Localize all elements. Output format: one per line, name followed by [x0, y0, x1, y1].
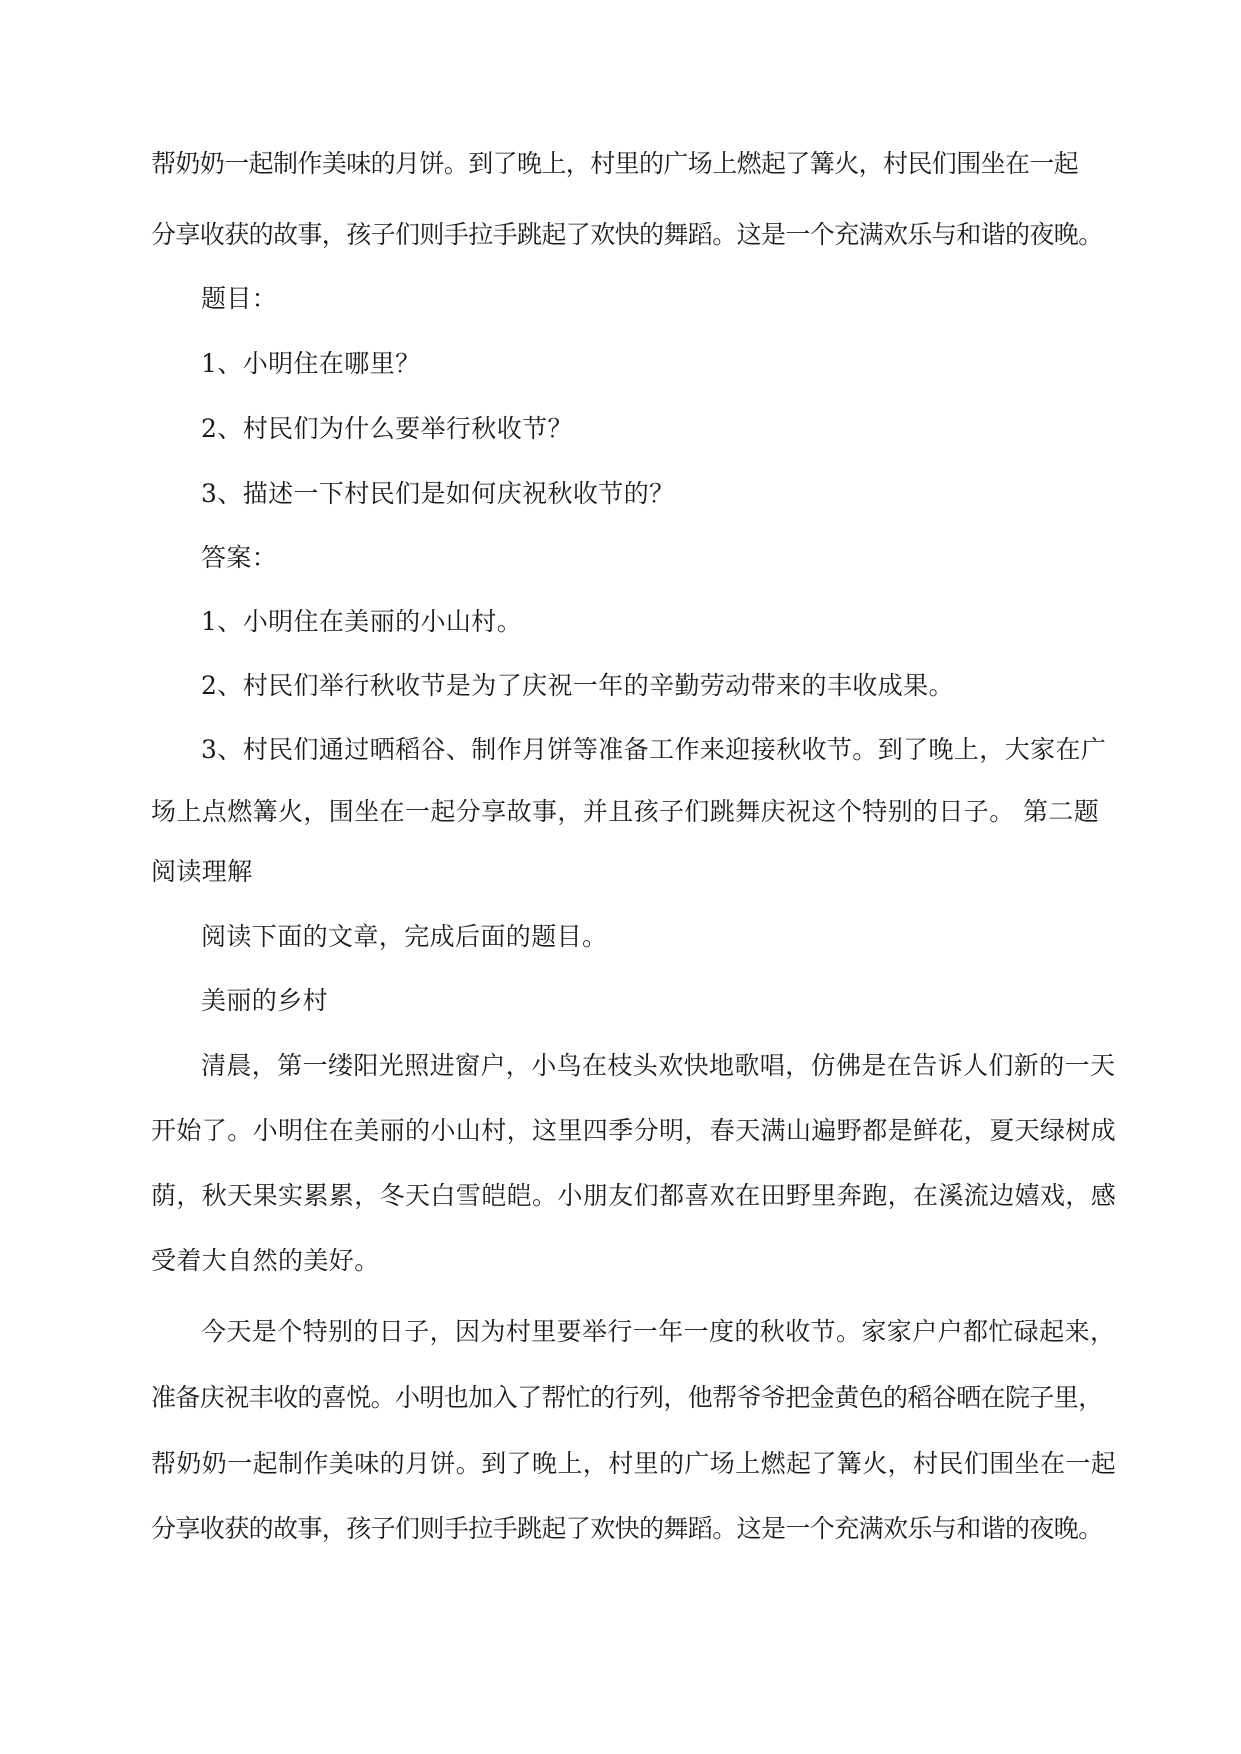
- text-line: 帮奶奶一起制作美味的月饼。到了晚上，村里的广场上燃起了篝火，村民们围坐在一起: [151, 149, 1079, 178]
- paragraph-line: 帮奶奶一起制作美味的月饼。到了晚上，村里的广场上燃起了篝火，村民们围坐在一起: [151, 1449, 1117, 1478]
- section-heading-answers: 答案：: [201, 543, 278, 572]
- answer-3: 3、村民们通过晒稻谷、制作月饼等准备工作来迎接秋收节。到了晚上，大家在广: [201, 735, 1107, 764]
- paragraph-line: 荫，秋天果实累累，冬天白雪皑皑。小朋友们都喜欢在田野里奔跑，在溪流边嬉戏，感: [151, 1181, 1117, 1210]
- answer-1: 1、小明住在美丽的小山村。: [201, 607, 523, 636]
- paragraph-line: 准备庆祝丰收的喜悦。小明也加入了帮忙的行列，他帮爷爷把金黄色的稻谷晒在院子里，: [151, 1383, 1103, 1412]
- paragraph-line: 分享收获的故事，孩子们则手拉手跳起了欢快的舞蹈。这是一个充满欢乐与和谐的夜晚。: [151, 1514, 1103, 1543]
- section-heading-questions: 题目：: [201, 284, 278, 313]
- question-1: 1、小明住在哪里？: [201, 349, 421, 378]
- article-title: 美丽的乡村: [201, 986, 329, 1015]
- text-line: 场上点燃篝火，围坐在一起分享故事，并且孩子们跳舞庆祝这个特别的日子。 第二题: [151, 797, 1100, 826]
- paragraph-line: 受着大自然的美好。: [151, 1246, 380, 1275]
- paragraph-line: 清晨，第一缕阳光照进窗户，小鸟在枝头欢快地歌唱，仿佛是在告诉人们新的一天: [201, 1051, 1116, 1080]
- question-3: 3、描述一下村民们是如何庆祝秋收节的？: [201, 479, 675, 508]
- paragraph-line: 今天是个特别的日子，因为村里要举行一年一度的秋收节。家家户户都忙碌起来，: [201, 1317, 1116, 1346]
- instruction-text: 阅读下面的文章，完成后面的题目。: [201, 922, 608, 951]
- text-line: 分享收获的故事，孩子们则手拉手跳起了欢快的舞蹈。这是一个充满欢乐与和谐的夜晚。: [151, 220, 1103, 249]
- paragraph-line: 开始了。小明住在美丽的小山村，这里四季分明，春天满山遍野都是鲜花，夏天绿树成: [151, 1116, 1117, 1145]
- section-title: 阅读理解: [151, 857, 253, 886]
- question-2: 2、村民们为什么要举行秋收节？: [201, 414, 573, 443]
- answer-2: 2、村民们举行秋收节是为了庆祝一年的辛勤劳动带来的丰收成果。: [201, 671, 954, 700]
